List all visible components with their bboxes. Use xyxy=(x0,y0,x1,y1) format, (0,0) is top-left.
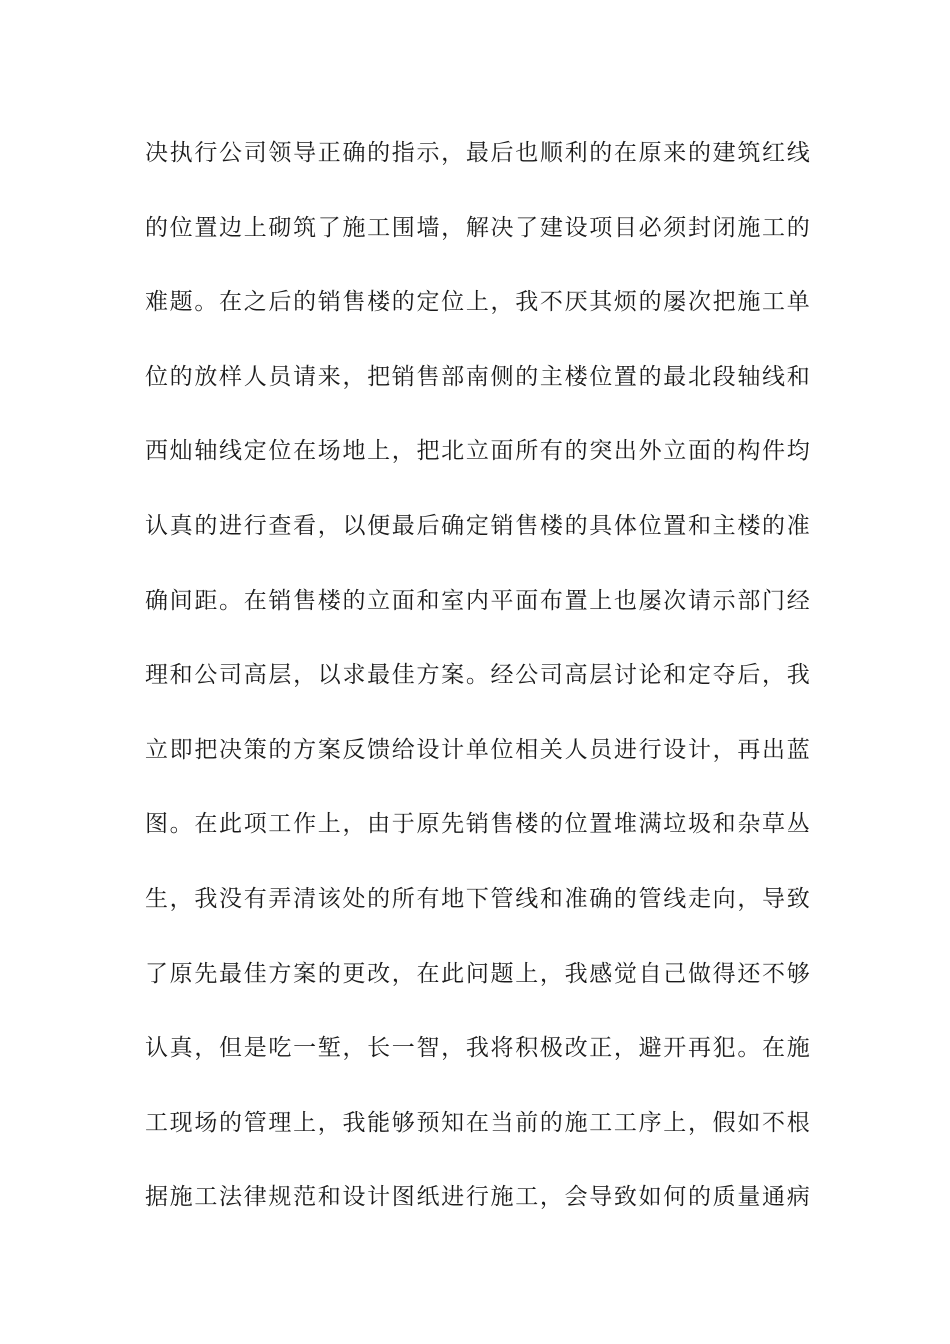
body-paragraph xyxy=(145,131,810,1250)
text-line: 位的放样人员请来，把销售部南侧的主楼位置的最北段轴线和 xyxy=(145,363,810,390)
text-line: 决执行公司领导正确的指示，最后也顺利的在原来的建筑红线 xyxy=(145,140,810,166)
text-line: 生，我没有弄清该处的所有地下管线和准确的管线走向，导致 xyxy=(145,885,810,912)
text-line: 难题。在之后的销售楼的定位上，我不厌其烦的屡次把施工单 xyxy=(145,289,810,316)
text-line: 西灿轴线定位在场地上，把北立面所有的突出外立面的构件均 xyxy=(145,438,810,465)
text-line: 认真的进行查看，以便最后确定销售楼的具体位置和主楼的准 xyxy=(145,512,810,539)
text-line: 据施工法律规范和设计图纸进行施工，会导致如何的质量通病 xyxy=(145,1184,810,1211)
text-line: 图。在此项工作上，由于原先销售楼的位置堆满垃圾和杂草丛 xyxy=(145,811,810,838)
text-line: 立即把决策的方案反馈给设计单位相关人员进行设计，再出蓝 xyxy=(145,736,810,763)
text-line: 认真，但是吃一堑，长一智，我将积极改正，避开再犯。在施 xyxy=(145,1035,810,1062)
text-line: 的位置边上砌筑了施工围墙，解决了建设项目必须封闭施工的 xyxy=(145,214,810,241)
text-line: 了原先最佳方案的更改，在此问题上，我感觉自己做得还不够 xyxy=(145,960,810,987)
text-line: 工现场的管理上，我能够预知在当前的施工工序上，假如不根 xyxy=(145,1109,810,1136)
text-line: 确间距。在销售楼的立面和室内平面布置上也屡次请示部门经 xyxy=(145,587,810,614)
text-line: 理和公司高层，以求最佳方案。经公司高层讨论和定夺后，我 xyxy=(145,662,810,689)
